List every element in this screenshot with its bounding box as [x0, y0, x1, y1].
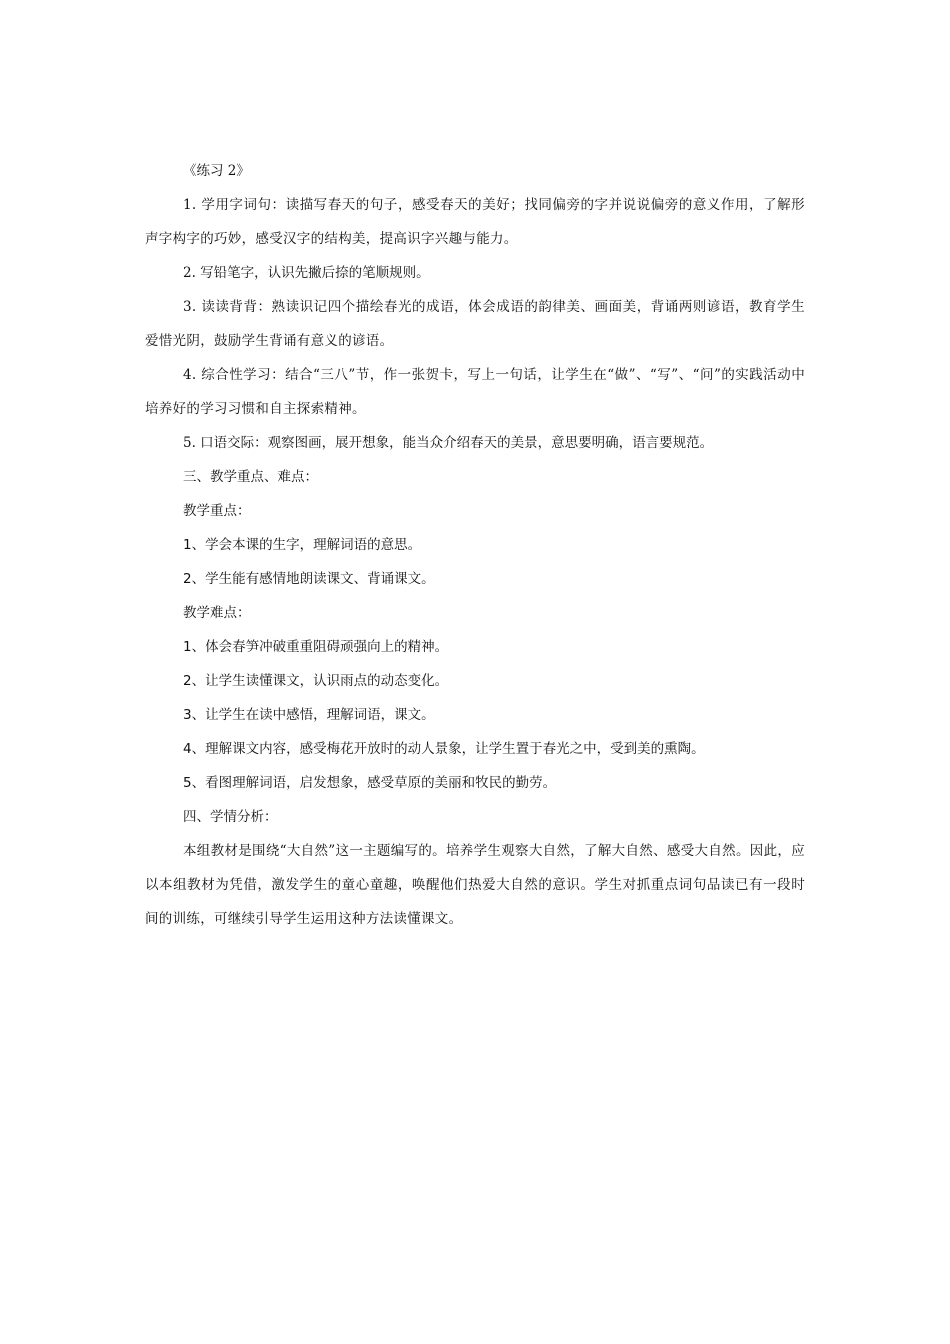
difficulty-3: 3、让学生在读中感悟，理解词语，课文。: [183, 707, 435, 723]
key-point-1: 1、学会本课的生字，理解词语的意思。: [183, 537, 422, 553]
difficulty-4: 4、理解课文内容，感受梅花开放时的动人景象，让学生置于春光之中，受到美的熏陶。: [183, 741, 705, 757]
section-4-heading: 四、学情分析：: [183, 809, 278, 825]
practice-item-4: 4. 综合性学习：结合“三八”节，作一张贺卡，写上一句话，让学生在“做”、“写”、“问”的实践活动中培养好的学习习惯和自主探索精神。: [145, 367, 805, 417]
practice-item-3: 3. 读读背背：熟读识记四个描绘春光的成语，体会成语的韵律美、画面美，背诵两则谚语，教育学生爱惜光阴，鼓励学生背诵有意义的谚语。: [145, 299, 805, 349]
difficulties-heading: 教学难点：: [183, 605, 251, 621]
key-point-2: 2、学生能有感情地朗读课文、背诵课文。: [183, 571, 435, 587]
document-body: [145, 154, 805, 936]
analysis-paragraph: 本组教材是围绕“大自然”这一主题编写的。培养学生观察大自然，了解大自然、感受大自然。因此，应以本组教材为凭借，激发学生的童心童趣，唤醒他们热爱大自然的意识。学生对抓重点词句品读已有一段时间的训练，可继续引导学生运用这种方法读懂课文。: [145, 843, 805, 927]
difficulty-1: 1、体会春笋冲破重重阻碍顽强向上的精神。: [183, 639, 449, 655]
key-points-heading: 教学重点：: [183, 503, 251, 519]
difficulty-5: 5、看图理解词语，启发想象，感受草原的美丽和牧民的勤劳。: [183, 775, 557, 791]
practice-item-5: 5. 口语交际：观察图画，展开想象，能当众介绍春天的美景，意思要明确，语言要规范。: [183, 435, 714, 451]
practice-item-2: 2. 写铅笔字，认识先撇后捺的笔顺规则。: [183, 265, 430, 281]
practice-item-1: 1. 学用字词句：读描写春天的句子，感受春天的美好；找同偏旁的字并说说偏旁的意义作用，了解形声字构字的巧妙，感受汉字的结构美，提高识字兴趣与能力。: [145, 197, 805, 247]
section-3-heading: 三、教学重点、难点：: [183, 469, 318, 485]
exercise-title: 《练习 2》: [183, 163, 250, 179]
difficulty-2: 2、让学生读懂课文，认识雨点的动态变化。: [183, 673, 449, 689]
